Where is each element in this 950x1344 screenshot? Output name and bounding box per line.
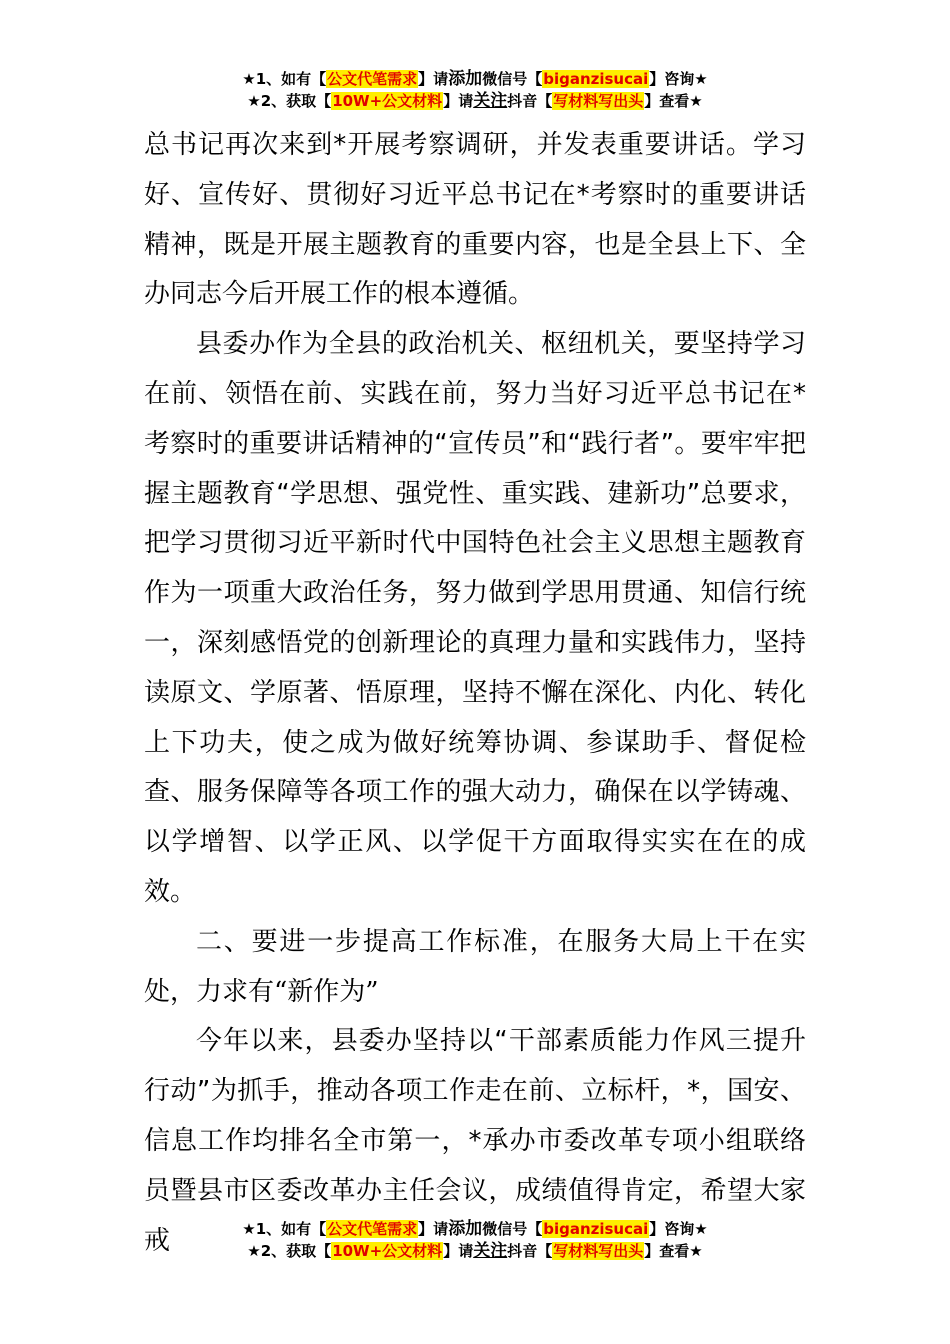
banner-highlight: 公文代笔需求 xyxy=(327,1220,418,1238)
banner-highlight: 公文代笔需求 xyxy=(327,70,418,88)
paragraph: 总书记再次来到*开展考察调研，并发表重要讲话。学习好、宣传好、贯彻好习近平总书记在*考察时的重要讲话精神，既是开展主题教育的重要内容，也是全县上下、全办同志今后开展工作的根本遵循。 xyxy=(144,130,806,310)
banner-wechat-id: biganzisucai xyxy=(543,1220,649,1238)
document-body xyxy=(144,121,806,1266)
header-banner xyxy=(0,68,950,112)
banner-douyin-id: 写材料写出头 xyxy=(553,92,644,110)
banner-line-2: ★2、获取【10W+公文材料】请关注抖音【写材料写出头】查看★ xyxy=(247,91,703,111)
banner-highlight: 10W+公文材料 xyxy=(332,1242,443,1260)
banner-wechat-id: biganzisucai xyxy=(543,70,649,88)
banner-highlight: 10W+公文材料 xyxy=(332,92,443,110)
section-heading: 二、要进一步提高工作标准，在服务大局上干在实处，力求有“新作为” xyxy=(144,926,806,1007)
footer-banner xyxy=(0,1218,950,1262)
banner-line-1: ★1、如有【公文代笔需求】请添加微信号【biganzisucai】咨询★ xyxy=(242,69,708,89)
paragraph: 县委办作为全县的政治机关、枢纽机关，要坚持学习在前、领悟在前、实践在前，努力当好习近平总书记在*考察时的重要讲话精神的“宣传员”和“践行者”。要牢牢把握主题教育“学思想、强党性、重实践、建新功”总要求，把学习贯彻习近平新时代中国特色社会主义思想主题教育作为一项重大政治任务，努力做到学思用贯通、知信行统一，深刻感悟党的创新理论的真理力量和实践伟力，坚持读原文、学原著、悟原理，坚持不懈在深化、内化、转化上下功夫，使之成为做好统筹协调、参谋助手、督促检查、服务保障等各项工作的强大动力，确保在以学铸魂、以学增智、以学正风、以学促干方面取得实实在在的成效。 xyxy=(144,329,806,907)
banner-douyin-id: 写材料写出头 xyxy=(553,1242,644,1260)
paragraph: 今年以来，县委办坚持以“干部素质能力作风三提升行动”为抓手，推动各项工作走在前、立标杆，*，国安、信息工作均排名全市第一，*承办市委改革专项小组联络员暨县市区委改革办主任会议，成绩值得肯定，希望大家戒 xyxy=(144,1026,806,1256)
banner-line-2: ★2、获取【10W+公文材料】请关注抖音【写材料写出头】查看★ xyxy=(247,1241,703,1261)
banner-line-1: ★1、如有【公文代笔需求】请添加微信号【biganzisucai】咨询★ xyxy=(242,1219,708,1239)
